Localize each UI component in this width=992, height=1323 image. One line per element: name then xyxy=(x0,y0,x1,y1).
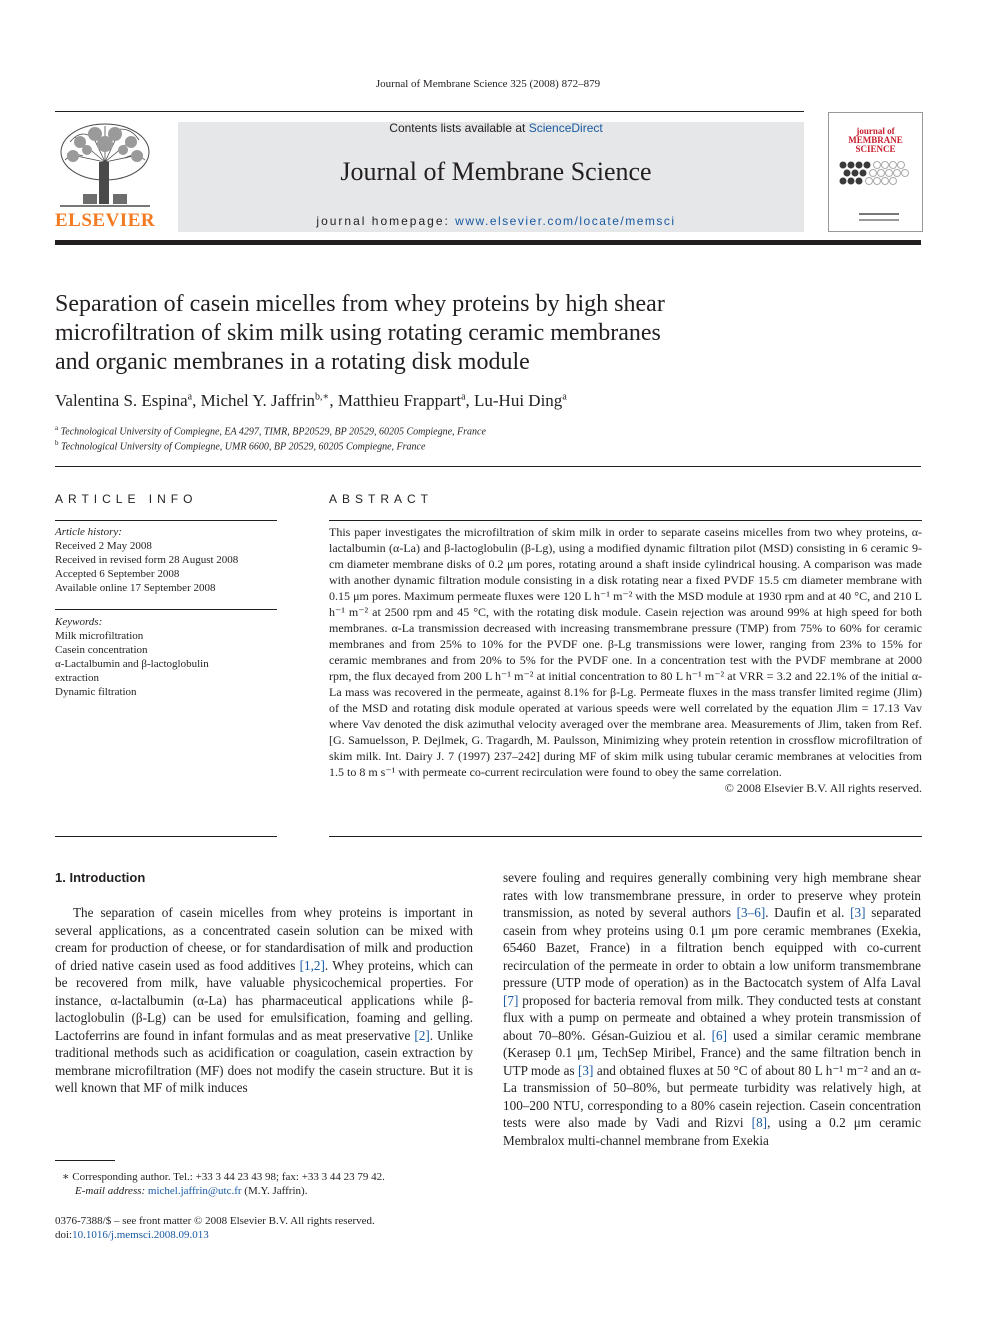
text-run: proposed for bacteria removal from milk. They conducted tests at constant flux with a pump on permeate and obtained a whey protein transmission of about 70–80%. Gésan-Guiziou et al. xyxy=(503,992,921,1043)
text-run: . Unlike traditional methods such as acidification or coagulation, casein extraction by membrane microfiltration (MF) does not modify the casein structure. But it is well known that MF of milk induces xyxy=(55,1027,473,1095)
keyword-item: extraction xyxy=(55,672,99,684)
reference-link[interactable]: [3–6] xyxy=(736,905,766,920)
abstract-rule xyxy=(329,520,922,521)
header-rule xyxy=(55,111,804,112)
affiliation-mark: b xyxy=(55,439,59,447)
intro-left-column xyxy=(55,904,473,1097)
text-run: . Daufin et al. xyxy=(765,905,851,920)
reference-link[interactable]: [7] xyxy=(503,992,519,1008)
title-line: microfiltration of skim milk using rotating ceramic membranes xyxy=(55,320,661,346)
cover-title: journal of MEMBRANE SCIENCE xyxy=(848,126,903,154)
article-info-rule xyxy=(55,609,277,610)
article-title xyxy=(55,290,775,377)
section-heading: 1. Introduction xyxy=(55,870,146,885)
abstract-copyright: © 2008 Elsevier B.V. All rights reserved. xyxy=(724,781,922,795)
abstract-heading: ABSTRACT xyxy=(329,492,434,506)
affiliation xyxy=(55,424,486,437)
text-run: separated casein from whey proteins using 0.1 μm pore ceramic membranes (Exekia, 65460 Bazet, France) in a filtration bench equipped with co-current recirculation of the permeate in order to obtain a low uniform transmembrane pressure (UTP mode of operation) as in the Bactocatch system of Alfa Laval xyxy=(503,905,922,990)
homepage-link[interactable]: www.elsevier.com/locate/memsci xyxy=(455,214,676,228)
title-line: and organic membranes in a rotating disk module xyxy=(55,349,530,375)
author-name: Matthieu Frappart xyxy=(337,391,462,410)
author-mark: a xyxy=(562,391,567,403)
reference-link[interactable]: [3] xyxy=(850,905,866,920)
section-rule xyxy=(55,466,921,467)
corresponding-author-note: ∗ Corresponding author. Tel.: +33 3 44 23 43 98; fax: +33 3 44 23 79 42. xyxy=(62,1171,385,1183)
author-mark: a xyxy=(187,391,193,403)
footnote-rule xyxy=(55,1160,115,1161)
email-link[interactable]: michel.jaffrin@utc.fr xyxy=(147,1185,242,1197)
cover-hexagon-graphic xyxy=(837,159,913,191)
journal-name: Journal of Membrane Science xyxy=(340,157,652,186)
author-name: Lu-Hui Ding xyxy=(474,391,563,410)
cover-text-line xyxy=(859,213,899,215)
text-run: , using a 0.2 μm ceramic Membralox multi-channel membrane from Exekia xyxy=(503,1115,921,1148)
email-note xyxy=(75,1184,307,1198)
author-list: Valentina S. Espina$^a$, Michel Y. Jaffrin$^{b,∗}$, Matthieu Frappart$^a$, Lu-Hui Ding$^a$ xyxy=(55,391,567,410)
affiliation-mark: a xyxy=(55,424,59,432)
text-run: used a similar ceramic membrane (Kerasep 0.1 μm, TechSep Miribel, France) and the same filtration bench in UTP mode as xyxy=(503,1027,921,1078)
header-bottom-rule xyxy=(55,240,921,245)
journal-cover xyxy=(828,112,923,232)
author-mark: b,∗ xyxy=(315,391,330,403)
title-line: Separation of casein micelles from whey proteins by high shear xyxy=(55,291,665,317)
article-history xyxy=(55,525,277,595)
email-label: E-mail address: xyxy=(75,1185,148,1197)
reference-link[interactable]: [1,2] xyxy=(299,957,325,973)
email-suffix: (M.Y. Jaffrin). xyxy=(241,1185,308,1197)
author-name: Valentina S. Espina xyxy=(55,391,188,410)
text-run: and obtained fluxes at 50 °C of about 80 L h⁻¹ m⁻² and an α-La transmission of 50–80%, but permeate turbidity was relatively high, at 100–200 NTU, corresponding to a 80% casein rejection. Casein concentration tests were also made by Vadi and Rizvi xyxy=(503,1062,921,1130)
text-run: severe fouling and requires generally combining very high membrane shear rates with low transmembrane pressure, in order to preserve whey protein transmission, as noted by several authors xyxy=(503,870,921,920)
author-name: Michel Y. Jaffrin xyxy=(200,391,316,410)
homepage-prefix: journal homepage: xyxy=(316,214,456,228)
keyword-item: Milk microfiltration xyxy=(55,630,144,642)
keywords-label: Keywords: xyxy=(55,616,103,628)
keyword-item: Casein concentration xyxy=(55,644,148,656)
reference-link[interactable]: [8] xyxy=(751,1115,768,1130)
history-item: Accepted 6 September 2008 xyxy=(55,568,180,580)
history-item: Available online 17 September 2008 xyxy=(55,582,216,594)
journal-citation: Journal of Membrane Science 325 (2008) 872–879 xyxy=(375,78,601,90)
history-label: Article history: xyxy=(55,526,122,538)
reference-link[interactable]: [3] xyxy=(578,1062,594,1078)
abstract-body xyxy=(329,524,922,796)
affiliation-text: Technological University of Compiegne, EA 4297, TIMR, BP20529, BP 20529, 60205 Compiegne, France xyxy=(60,426,486,438)
abstract-bottom-rule xyxy=(329,836,922,837)
affiliation xyxy=(55,439,425,452)
cover-text-line xyxy=(859,219,899,221)
text-run: The separation of casein micelles from whey proteins is important in several applications, as a concentrated casein solution can be mixed with cream for production of cheese, or for standardisation of milk and production of dried native casein used as food additives xyxy=(55,905,473,973)
intro-right-column xyxy=(503,869,921,1149)
affiliation-text: Technological University of Compiegne, UMR 6600, BP 20529, 60205 Compiegne, France xyxy=(61,441,426,453)
history-item: Received 2 May 2008 xyxy=(55,540,152,552)
keywords xyxy=(55,615,277,699)
article-info-rule xyxy=(55,520,277,521)
author-mark: a xyxy=(461,391,466,403)
text-run: . Whey proteins, which can be recovered from milk, have valuable physicochemical properties. For instance, α-lactalbumin (α-La) has pharmaceutical applications while β-lactoglobulin (β-Lg) can be used for emulsification, foaming and gelling. Lactoferrins are found in infant formulas and as meat preservative xyxy=(55,957,473,1043)
contents-prefix: Contents lists available at xyxy=(389,121,529,135)
keyword-item: α-Lactalbumin and β-lactoglobulin xyxy=(55,658,209,670)
keyword-item: Dynamic filtration xyxy=(55,686,137,698)
doi-label: doi: xyxy=(55,1229,73,1241)
article-info-bottom-rule xyxy=(55,836,277,837)
history-item: Received in revised form 28 August 2008 xyxy=(55,554,239,566)
reference-link[interactable]: [6] xyxy=(711,1027,728,1043)
issn-line: 0376-7388/$ – see front matter © 2008 Elsevier B.V. All rights reserved. xyxy=(55,1215,375,1227)
doi-link[interactable]: 10.1016/j.memsci.2008.09.013 xyxy=(72,1229,209,1241)
article-info-heading: ARTICLE INFO xyxy=(55,492,198,506)
sciencedirect-link[interactable]: ScienceDirect xyxy=(528,121,603,135)
elsevier-wordmark: ELSEVIER xyxy=(55,210,156,231)
doi-line xyxy=(55,1228,209,1242)
reference-link[interactable]: [2] xyxy=(414,1027,430,1043)
abstract-text: This paper investigates the microfiltration of skim milk in order to separate caseins micelles from two whey proteins, α-lactalbumin (α-La) and β-lactoglobulin (β-Lg), using a modified dynamic filtration pilot (MSD) consisting in 6 ceramic 9-cm diameter membrane disks of 0.2 μm pores, rotating around a shaft inside cylindrical housing. A comparison was made with another dynamic filtration module consisting in a disk rotating near a fixed PVDF 15.5 cm diameter membrane with 0.15 μm pores. Maximum permeate fluxes were 120 L h⁻¹ m⁻² with the MSD module at 1930 rpm and at 40 °C, and 210 L h⁻¹ m⁻² at 2500 rpm and 45 °C, with the rotating disk module. Casein rejection was around 99% at high speed for both membranes. α-La transmission decreased with increasing transmembrane pressure (TMP) from 75% to 60% for ceramic membranes and from 25% to 10% for the PVDF one. β-Lg transmissions were lower, ranging from 23% to 15% for ceramic membranes and from 20% to 5% for the PVDF one. In a concentration test with the PVDF membrane at 2000 rpm, the flux decayed from 200 L h⁻¹ m⁻² at initial concentration to 80 L h⁻¹ m⁻² at VRR = 3.2 and 22.1% of the initial α-La mass was recovered in the permeate, against 8.1% for β-Lg. Permeate fluxes in the mass transfer limited regime (Jlim) of the MSD and rotating disk module operated at various speeds were well correlated by the equation Jlim = 17.13 Vav where Vav denoted the disk azimuthal velocity averaged over the membrane area. Measurements of Jlim, taken from Ref. [G. Samuelsson, P. Dejlmek, G. Tragardh, M. Paulsson, Minimizing whey protein retention in crossflow microfiltration of skim milk. Int. Dairy J. 7 (1997) 237–242] during MF of skim milk using tubular ceramic membranes at velocities from 1.5 to 8 m s⁻¹ with permeate co-current recirculation were found to obey the same correlation. xyxy=(329,525,922,779)
